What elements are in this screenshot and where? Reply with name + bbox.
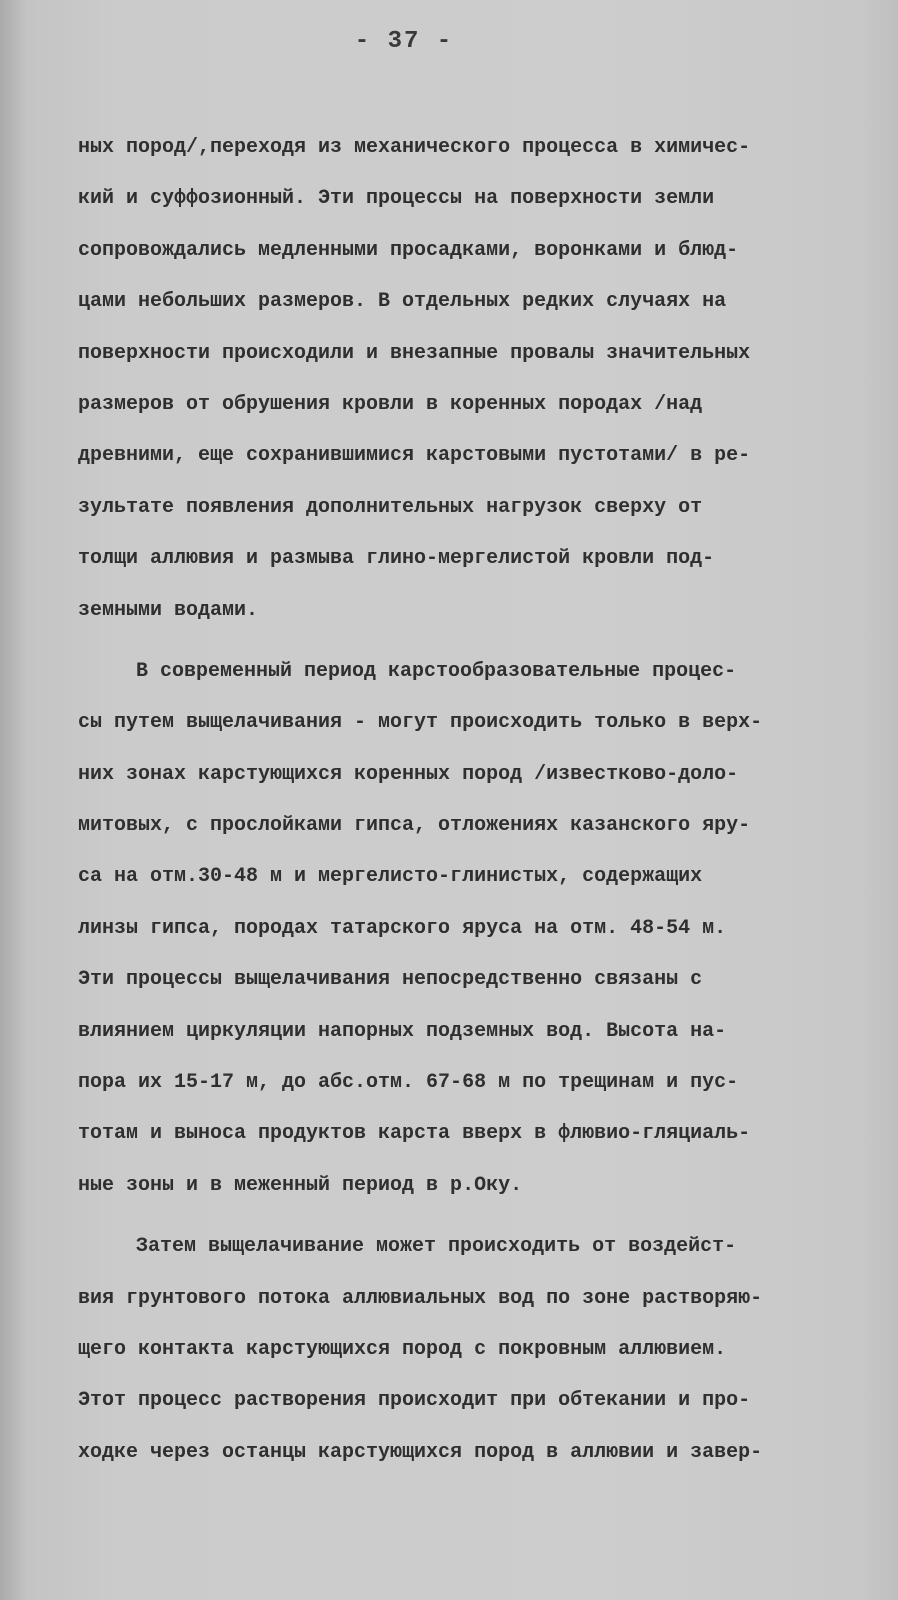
text-line: поверхности происходили и внезапные провалы значительных bbox=[78, 341, 751, 365]
text-line: Этот процесс растворения происходит при обтекании и про- bbox=[78, 1389, 751, 1413]
paragraph-3 bbox=[78, 1221, 890, 1478]
text-line: размеров от обрушения кровли в коренных породах /над bbox=[78, 392, 703, 416]
text-line: кий и суффозионный. Эти процессы на поверхности земли bbox=[78, 187, 715, 211]
text-line: вия грунтового потока аллювиальных вод по зоне растворяю- bbox=[78, 1286, 763, 1310]
text-line: тотам и выноса продуктов карста вверх в флювио-гляциаль- bbox=[78, 1122, 751, 1146]
page-number: - 37 - bbox=[354, 28, 454, 55]
text-line: сы путем выщелачивания - могут происходить только в верх- bbox=[78, 711, 763, 735]
text-line: влиянием циркуляции напорных подземных вод. Высота на- bbox=[78, 1019, 727, 1043]
text-line: ные зоны и в меженный период в р.Оку. bbox=[78, 1173, 523, 1197]
text-line: митовых, с прослойками гипса, отложениях казанского яру- bbox=[78, 814, 751, 838]
text-line: щего контакта карстующихся пород с покровным аллювием. bbox=[78, 1337, 727, 1361]
body-text bbox=[78, 122, 890, 1478]
text-line: линзы гипса, породах татарского яруса на отм. 48-54 м. bbox=[78, 916, 727, 940]
paragraph-2 bbox=[78, 646, 890, 1211]
text-line: Затем выщелачивание может происходить от воздейст- bbox=[136, 1235, 737, 1259]
text-line: толщи аллювия и размыва глино-мергелистой кровли под- bbox=[78, 547, 715, 571]
text-line: пора их 15-17 м, до абс.отм. 67-68 м по трещинам и пус- bbox=[78, 1071, 739, 1095]
text-line: зультате появления дополнительных нагрузок сверху от bbox=[78, 495, 703, 519]
text-line: са на отм.30-48 м и мергелисто-глинистых, содержащих bbox=[78, 865, 703, 889]
text-line: древними, еще сохранившимися карстовыми пустотами/ в ре- bbox=[78, 444, 751, 468]
paragraph-1 bbox=[78, 122, 890, 636]
text-line: В современный период карстообразовательные процес- bbox=[136, 659, 737, 683]
text-line: цами небольших размеров. В отдельных редких случаях на bbox=[78, 290, 727, 314]
text-line: сопровождались медленными просадками, воронками и блюд- bbox=[78, 238, 739, 262]
text-line: Эти процессы выщелачивания непосредственно связаны с bbox=[78, 968, 703, 992]
text-line: ходке через останцы карстующихся пород в аллювии и завер- bbox=[78, 1440, 763, 1464]
text-line: них зонах карстующихся коренных пород /известково-доло- bbox=[78, 762, 739, 786]
text-line: земными водами. bbox=[78, 598, 259, 622]
text-line: ных пород/,переходя из механического процесса в химичес- bbox=[78, 136, 751, 159]
